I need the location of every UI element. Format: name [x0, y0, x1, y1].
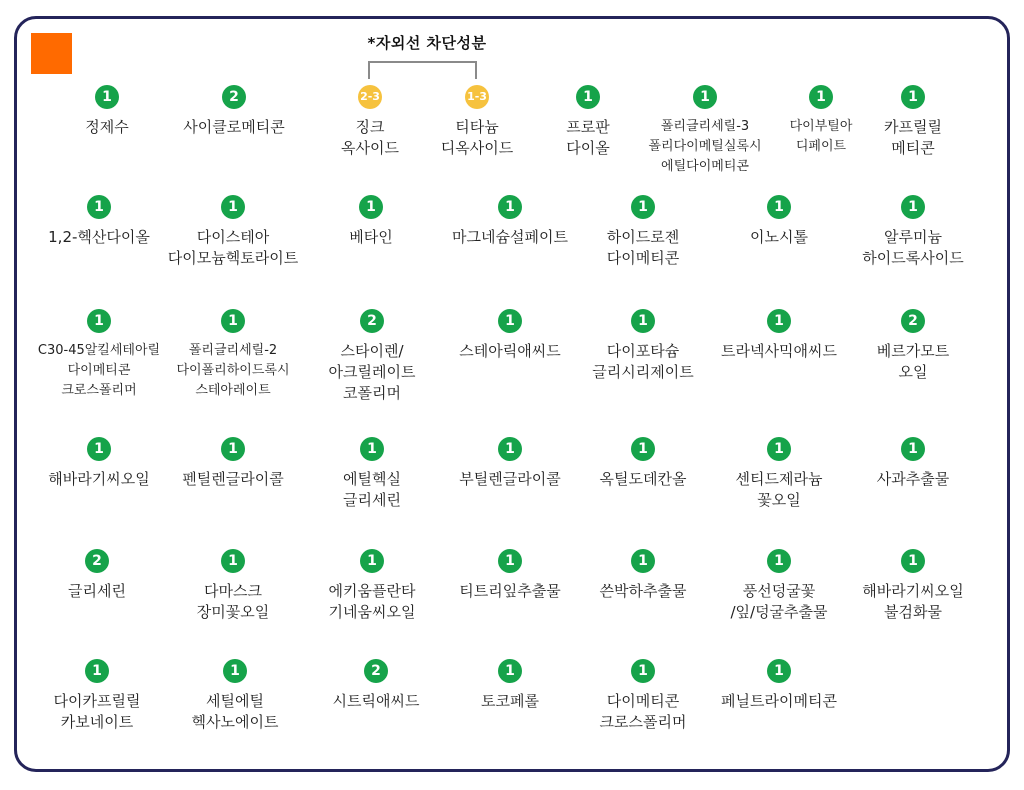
ingredient-item: [302, 437, 442, 511]
ingredient-item: [302, 309, 442, 404]
ingredient-item: [27, 659, 167, 733]
ingredient-name: 글리세린: [68, 582, 126, 600]
safety-score-badge: 1: [576, 85, 600, 109]
ingredient-name: 카프릴릴 메티콘: [884, 118, 942, 157]
ingredient-name: 스타이렌/ 아크릴레이트 코폴리머: [328, 342, 416, 402]
ingredient-item: [573, 659, 713, 733]
safety-score-badge: 1: [498, 309, 522, 333]
safety-score-badge: 1: [901, 437, 925, 461]
ingredient-item: [306, 659, 446, 712]
ingredient-name: 다이스테아 다이모늄헥토라이트: [167, 228, 299, 267]
ingredient-name: 정제수: [85, 118, 129, 136]
safety-score-badge: 1: [223, 659, 247, 683]
safety-score-badge: 1: [359, 195, 383, 219]
ingredient-item: [301, 195, 441, 248]
ingredient-item: [573, 437, 713, 490]
ingredient-item: [709, 195, 849, 248]
ingredient-item: [843, 309, 983, 383]
ingredient-name: 에키움플란타 기네움씨오일: [328, 582, 416, 621]
safety-score-badge: 1: [95, 85, 119, 109]
ingredient-item: [709, 659, 849, 712]
safety-score-badge: 1: [901, 549, 925, 573]
ingredient-name: 다이포타슘 글리시리제이트: [592, 342, 694, 381]
ingredient-name: 시트릭애씨드: [332, 692, 420, 710]
safety-score-badge: 1: [631, 659, 655, 683]
ingredient-item: [302, 549, 442, 623]
ingredient-name: 베타인: [349, 228, 393, 246]
ingredient-name: 스테아릭애씨드: [459, 342, 561, 360]
safety-score-badge: 1: [498, 437, 522, 461]
safety-score-badge: 1: [498, 659, 522, 683]
ingredient-item: [440, 659, 580, 712]
ingredient-item: [440, 549, 580, 602]
safety-score-badge: 1: [901, 85, 925, 109]
ingredient-name: 마그네슘설페이트: [452, 228, 568, 246]
ingredient-name: 해바라기씨오일 불검화물: [862, 582, 964, 621]
ingredient-name: 1,2-헥산다이올: [48, 228, 150, 246]
safety-score-badge: 1: [767, 659, 791, 683]
ingredient-name: 센티드제라늄 꽃오일: [735, 470, 823, 509]
ingredient-item: [29, 309, 169, 401]
safety-score-badge: 1: [809, 85, 833, 109]
ingredient-name: 다이부틸아 디페이트: [789, 119, 853, 154]
uv-filter-bracket: [368, 61, 477, 79]
ingredient-item: [709, 437, 849, 511]
ingredient-name: 하이드로젠 다이메티콘: [606, 228, 680, 267]
ingredient-item: [709, 549, 849, 623]
ingredient-name: 쓴박하추출물: [599, 582, 687, 600]
ingredient-item: [29, 195, 169, 248]
safety-score-badge: 1: [85, 659, 109, 683]
safety-score-badge: 1: [498, 549, 522, 573]
ingredient-name: 옥틸도데칸올: [599, 470, 687, 488]
ingredient-item: [440, 309, 580, 362]
ingredient-name: 페닐트라이메티콘: [721, 692, 837, 710]
brand-color-swatch: [31, 33, 72, 74]
ingredient-item: [29, 437, 169, 490]
ingredient-name: 폴리글리세릴-3 폴리다이메틸실록시 에틸다이메티콘: [648, 119, 762, 174]
ingredient-name: 폴리글리세릴-2 다이폴리하이드록시 스테아레이트: [176, 343, 290, 398]
ingredient-name: 알루미늄 하이드록사이드: [862, 228, 964, 267]
ingredient-item: [164, 85, 304, 138]
safety-score-badge: 1: [87, 309, 111, 333]
safety-score-badge: 1: [767, 549, 791, 573]
safety-score-badge: 1: [360, 549, 384, 573]
safety-score-badge: 1: [360, 437, 384, 461]
ingredient-item: [843, 549, 983, 623]
safety-score-badge: 1: [631, 437, 655, 461]
ingredient-name: 세틸에틸 헥사노에이트: [191, 692, 279, 731]
ingredient-name: 풍선덩굴꽃 /잎/덩굴추출물: [730, 582, 828, 621]
safety-score-badge: 1: [901, 195, 925, 219]
ingredient-item: [163, 549, 303, 623]
safety-score-badge: 2: [901, 309, 925, 333]
ingredient-name: 티트리잎추출물: [459, 582, 561, 600]
safety-score-badge: 1: [767, 195, 791, 219]
safety-score-badge: 2-3: [358, 85, 382, 109]
ingredient-name: C30-45알킬세테아릴 다이메티콘 크로스폴리머: [37, 343, 161, 398]
safety-score-badge: 1: [221, 195, 245, 219]
ingredient-item: [165, 659, 305, 733]
safety-score-badge: 1: [767, 309, 791, 333]
safety-score-badge: 1: [87, 195, 111, 219]
ingredient-item: [163, 437, 303, 490]
ingredient-name: 베르가모트 오일: [876, 342, 950, 381]
ingredient-name: 해바라기씨오일: [48, 470, 150, 488]
ingredient-item: [440, 195, 580, 248]
safety-score-badge: 1: [631, 549, 655, 573]
ingredient-item: [37, 85, 177, 138]
safety-score-badge: 1: [693, 85, 717, 109]
ingredient-name: 펜틸렌글라이콜: [182, 470, 284, 488]
ingredient-name: 다마스크 장미꽃오일: [196, 582, 270, 621]
safety-score-badge: 1: [221, 437, 245, 461]
safety-score-badge: 1: [221, 309, 245, 333]
ingredient-name: 프로판 다이올: [566, 118, 610, 157]
safety-score-badge: 1: [631, 309, 655, 333]
safety-score-badge: 2: [360, 309, 384, 333]
uv-filter-note: *자외선 차단성분: [367, 34, 487, 52]
ingredient-item: [573, 195, 713, 269]
ingredient-item: [27, 549, 167, 602]
ingredient-name: 부틸렌글라이콜: [459, 470, 561, 488]
ingredient-name: 징크 옥사이드: [341, 118, 399, 157]
ingredient-name: 트라넥사믹애씨드: [721, 342, 837, 360]
ingredient-name: 다이카프릴릴 카보네이트: [53, 692, 141, 731]
ingredient-name: 에틸헥실 글리세린: [343, 470, 401, 509]
ingredient-item: [163, 309, 303, 401]
ingredient-item: [573, 549, 713, 602]
safety-score-badge: 1: [631, 195, 655, 219]
safety-score-badge: 1: [221, 549, 245, 573]
ingredient-name: 티타늄 디옥사이드: [440, 118, 514, 157]
ingredient-item: [573, 309, 713, 383]
safety-score-badge: 1-3: [465, 85, 489, 109]
ingredient-name: 사과추출물: [876, 470, 950, 488]
ingredient-name: 토코페롤: [481, 692, 539, 710]
safety-score-badge: 1: [767, 437, 791, 461]
ingredient-item: [163, 195, 303, 269]
safety-score-badge: 1: [87, 437, 111, 461]
ingredient-item: [709, 309, 849, 362]
safety-score-badge: 2: [364, 659, 388, 683]
safety-score-badge: 2: [222, 85, 246, 109]
ingredient-item: [843, 85, 983, 159]
safety-score-badge: 1: [498, 195, 522, 219]
ingredient-item: [440, 437, 580, 490]
ingredient-name: 이노시톨: [750, 228, 808, 246]
ingredient-item: [843, 437, 983, 490]
ingredient-name: 사이클로메티콘: [183, 118, 285, 136]
ingredient-name: 다이메티콘 크로스폴리머: [599, 692, 687, 731]
ingredient-item: [843, 195, 983, 269]
safety-score-badge: 2: [85, 549, 109, 573]
